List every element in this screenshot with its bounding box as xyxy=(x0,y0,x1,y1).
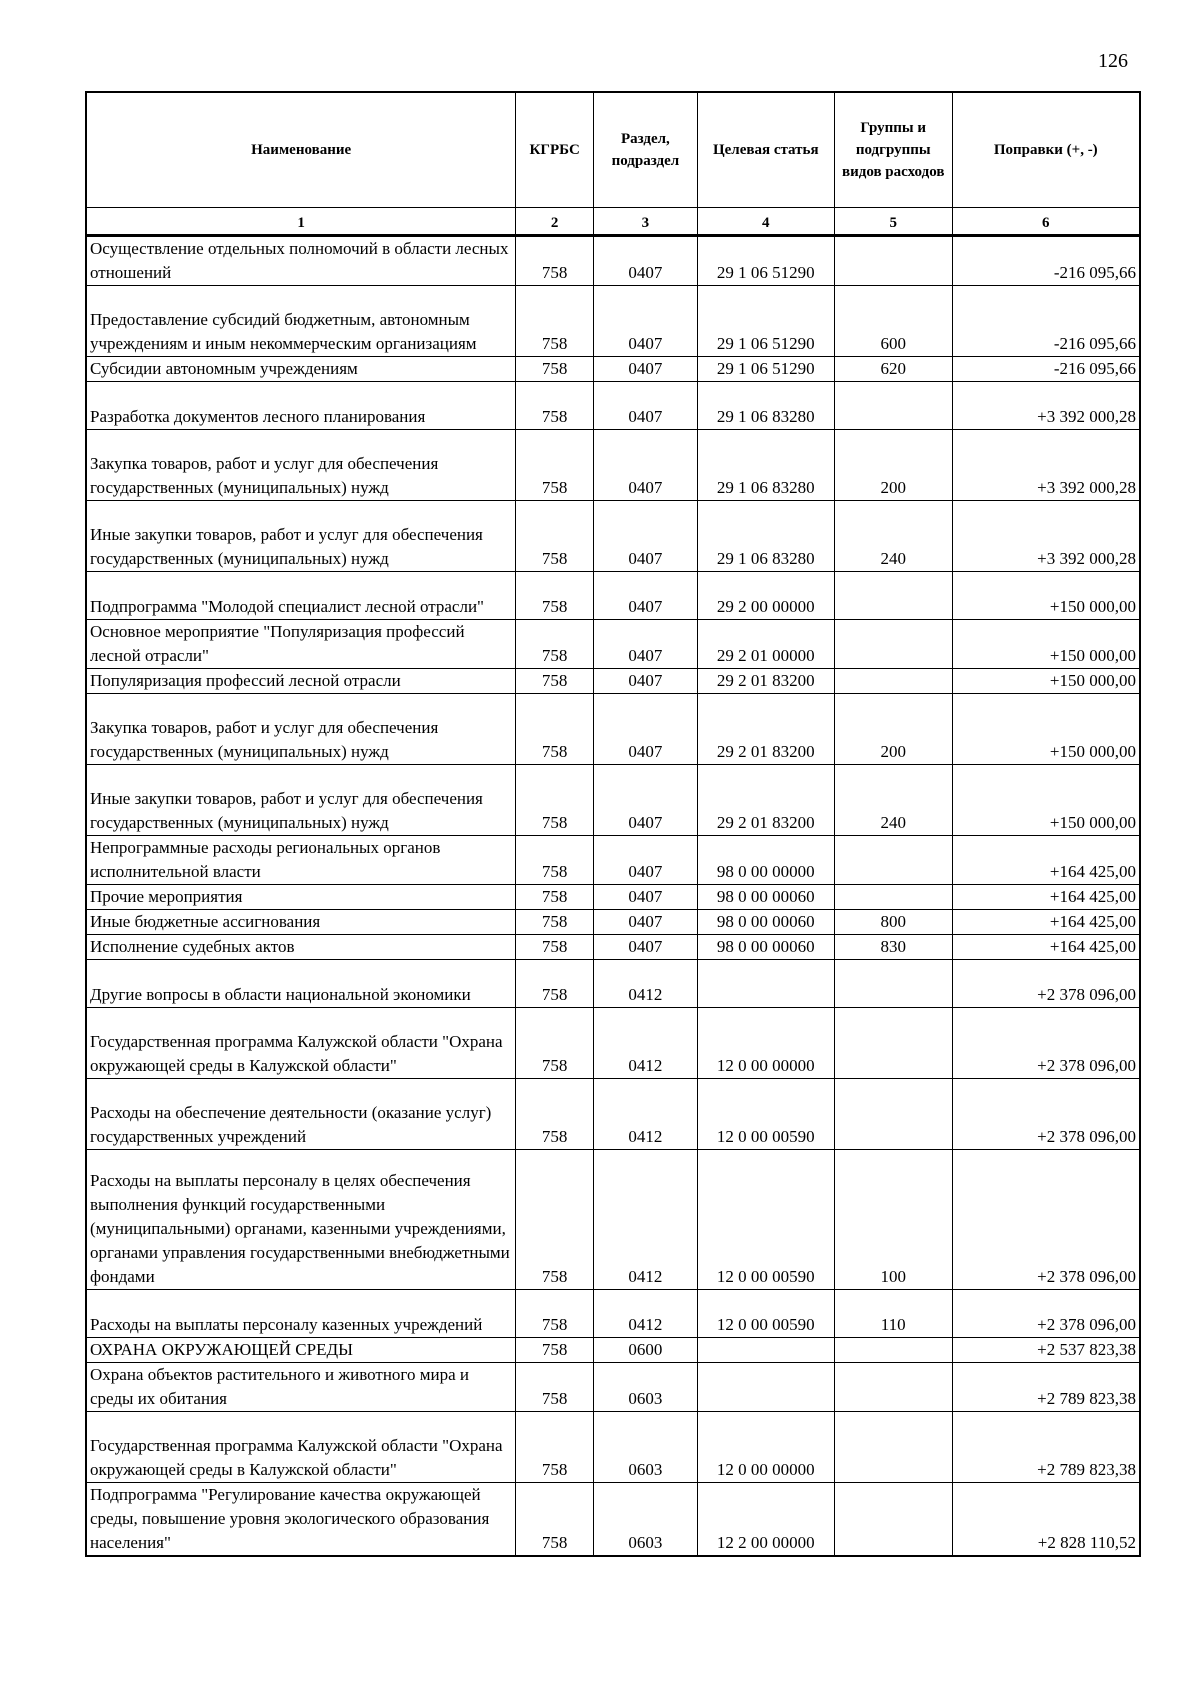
row-amount-cell: +2 828 110,52 xyxy=(952,1483,1140,1557)
table-row xyxy=(86,960,1140,1008)
row-kgrbs-cell: 758 xyxy=(516,836,594,885)
row-target-cell: 29 1 06 51290 xyxy=(697,286,834,357)
row-kgrbs-cell: 758 xyxy=(516,885,594,910)
row-amount-cell: +2 789 823,38 xyxy=(952,1412,1140,1483)
row-amount-cell: +150 000,00 xyxy=(952,620,1140,669)
row-section-cell: 0407 xyxy=(594,357,698,382)
row-target-cell: 12 0 00 00590 xyxy=(697,1290,834,1338)
table-row xyxy=(86,836,1140,885)
row-target-cell: 98 0 00 00060 xyxy=(697,910,834,935)
table-row xyxy=(86,501,1140,572)
row-section-cell: 0603 xyxy=(594,1363,698,1412)
row-amount-cell: +2 378 096,00 xyxy=(952,1150,1140,1290)
row-group-cell: 800 xyxy=(834,910,952,935)
row-amount-cell: +164 425,00 xyxy=(952,885,1140,910)
header-target: Целевая статья xyxy=(697,92,834,208)
table-row xyxy=(86,382,1140,430)
table-row xyxy=(86,1412,1140,1483)
row-group-cell xyxy=(834,382,952,430)
row-name-cell: Государственная программа Калужской области "Охрана окружающей среды в Калужской области" xyxy=(86,1412,516,1483)
table-row xyxy=(86,1008,1140,1079)
row-section-cell: 0412 xyxy=(594,1290,698,1338)
row-group-cell xyxy=(834,1338,952,1363)
row-target-cell: 29 1 06 51290 xyxy=(697,357,834,382)
row-group-cell xyxy=(834,572,952,620)
row-section-cell: 0407 xyxy=(594,382,698,430)
row-section-cell: 0600 xyxy=(594,1338,698,1363)
row-amount-cell: +2 378 096,00 xyxy=(952,960,1140,1008)
row-name-cell: Непрограммные расходы региональных органов исполнительной власти xyxy=(86,836,516,885)
row-group-cell: 100 xyxy=(834,1150,952,1290)
row-name-cell: ОХРАНА ОКРУЖАЮЩЕЙ СРЕДЫ xyxy=(86,1338,516,1363)
row-name-cell: Государственная программа Калужской области "Охрана окружающей среды в Калужской области" xyxy=(86,1008,516,1079)
row-kgrbs-cell: 758 xyxy=(516,572,594,620)
row-section-cell: 0407 xyxy=(594,669,698,694)
row-name-cell: Другие вопросы в области национальной экономики xyxy=(86,960,516,1008)
row-amount-cell: -216 095,66 xyxy=(952,236,1140,286)
row-target-cell: 12 0 00 00590 xyxy=(697,1150,834,1290)
column-number: 2 xyxy=(516,208,594,236)
row-kgrbs-cell: 758 xyxy=(516,357,594,382)
table-row xyxy=(86,430,1140,501)
header-name: Наименование xyxy=(86,92,516,208)
row-section-cell: 0412 xyxy=(594,1008,698,1079)
row-amount-cell: +164 425,00 xyxy=(952,836,1140,885)
row-section-cell: 0407 xyxy=(594,910,698,935)
row-kgrbs-cell: 758 xyxy=(516,1412,594,1483)
row-section-cell: 0412 xyxy=(594,1079,698,1150)
row-amount-cell: +2 378 096,00 xyxy=(952,1008,1140,1079)
row-name-cell: Предоставление субсидий бюджетным, автономным учреждениям и иным некоммерческим организациям xyxy=(86,286,516,357)
row-section-cell: 0407 xyxy=(594,430,698,501)
table-row xyxy=(86,1483,1140,1557)
row-group-cell: 110 xyxy=(834,1290,952,1338)
row-section-cell: 0407 xyxy=(594,501,698,572)
table-row xyxy=(86,286,1140,357)
row-group-cell: 240 xyxy=(834,501,952,572)
row-group-cell: 620 xyxy=(834,357,952,382)
table-row xyxy=(86,935,1140,960)
row-name-cell: Основное мероприятие "Популяризация профессий лесной отрасли" xyxy=(86,620,516,669)
row-target-cell xyxy=(697,960,834,1008)
row-group-cell xyxy=(834,620,952,669)
row-target-cell: 29 2 00 00000 xyxy=(697,572,834,620)
row-amount-cell: +164 425,00 xyxy=(952,935,1140,960)
row-section-cell: 0407 xyxy=(594,236,698,286)
table-row xyxy=(86,669,1140,694)
row-section-cell: 0407 xyxy=(594,836,698,885)
table-row xyxy=(86,1290,1140,1338)
row-name-cell: Осуществление отдельных полномочий в области лесных отношений xyxy=(86,236,516,286)
row-kgrbs-cell: 758 xyxy=(516,960,594,1008)
row-kgrbs-cell: 758 xyxy=(516,236,594,286)
row-name-cell: Иные бюджетные ассигнования xyxy=(86,910,516,935)
row-kgrbs-cell: 758 xyxy=(516,1483,594,1557)
row-kgrbs-cell: 758 xyxy=(516,765,594,836)
column-number: 5 xyxy=(834,208,952,236)
row-target-cell: 29 1 06 83280 xyxy=(697,382,834,430)
row-target-cell: 12 0 00 00000 xyxy=(697,1008,834,1079)
row-target-cell: 12 2 00 00000 xyxy=(697,1483,834,1557)
row-group-cell xyxy=(834,836,952,885)
row-section-cell: 0407 xyxy=(594,572,698,620)
header-kgrbs: КГРБС xyxy=(516,92,594,208)
header-section: Раздел, подраздел xyxy=(594,92,698,208)
row-target-cell: 29 2 01 83200 xyxy=(697,669,834,694)
row-target-cell xyxy=(697,1363,834,1412)
header-groups: Группы и подгруппы видов расходов xyxy=(834,92,952,208)
row-target-cell: 12 0 00 00590 xyxy=(697,1079,834,1150)
row-section-cell: 0603 xyxy=(594,1483,698,1557)
row-section-cell: 0412 xyxy=(594,1150,698,1290)
row-kgrbs-cell: 758 xyxy=(516,669,594,694)
row-amount-cell: +150 000,00 xyxy=(952,572,1140,620)
row-name-cell: Закупка товаров, работ и услуг для обеспечения государственных (муниципальных) нужд xyxy=(86,430,516,501)
row-amount-cell: +150 000,00 xyxy=(952,669,1140,694)
row-target-cell: 98 0 00 00060 xyxy=(697,935,834,960)
row-group-cell xyxy=(834,1483,952,1557)
table-row xyxy=(86,236,1140,286)
row-kgrbs-cell: 758 xyxy=(516,1150,594,1290)
row-kgrbs-cell: 758 xyxy=(516,1363,594,1412)
row-amount-cell: +2 789 823,38 xyxy=(952,1363,1140,1412)
row-section-cell: 0412 xyxy=(594,960,698,1008)
row-group-cell xyxy=(834,1363,952,1412)
row-section-cell: 0407 xyxy=(594,286,698,357)
row-amount-cell: +2 378 096,00 xyxy=(952,1290,1140,1338)
row-group-cell xyxy=(834,1079,952,1150)
row-name-cell: Расходы на обеспечение деятельности (оказание услуг) государственных учреждений xyxy=(86,1079,516,1150)
table-row xyxy=(86,1338,1140,1363)
column-number: 1 xyxy=(86,208,516,236)
row-kgrbs-cell: 758 xyxy=(516,1008,594,1079)
row-target-cell: 98 0 00 00000 xyxy=(697,836,834,885)
row-amount-cell: +3 392 000,28 xyxy=(952,430,1140,501)
budget-amendments-table xyxy=(85,91,1141,1557)
row-section-cell: 0407 xyxy=(594,620,698,669)
row-target-cell: 98 0 00 00060 xyxy=(697,885,834,910)
table-row xyxy=(86,572,1140,620)
row-kgrbs-cell: 758 xyxy=(516,694,594,765)
row-section-cell: 0407 xyxy=(594,885,698,910)
row-kgrbs-cell: 758 xyxy=(516,1079,594,1150)
row-name-cell: Закупка товаров, работ и услуг для обеспечения государственных (муниципальных) нужд xyxy=(86,694,516,765)
row-name-cell: Охрана объектов растительного и животного мира и среды их обитания xyxy=(86,1363,516,1412)
row-section-cell: 0407 xyxy=(594,765,698,836)
table-row xyxy=(86,910,1140,935)
row-name-cell: Подпрограмма "Молодой специалист лесной отрасли" xyxy=(86,572,516,620)
row-name-cell: Иные закупки товаров, работ и услуг для обеспечения государственных (муниципальных) нужд xyxy=(86,501,516,572)
row-group-cell xyxy=(834,669,952,694)
row-name-cell: Субсидии автономным учреждениям xyxy=(86,357,516,382)
table-row xyxy=(86,694,1140,765)
row-name-cell: Популяризация профессий лесной отрасли xyxy=(86,669,516,694)
row-group-cell: 600 xyxy=(834,286,952,357)
row-kgrbs-cell: 758 xyxy=(516,501,594,572)
row-kgrbs-cell: 758 xyxy=(516,286,594,357)
row-kgrbs-cell: 758 xyxy=(516,1338,594,1363)
row-kgrbs-cell: 758 xyxy=(516,935,594,960)
row-name-cell: Расходы на выплаты персоналу в целях обеспечения выполнения функций государственными (муниципальными) органами, казенными учреждениями, органами управления государственными внебюджетными фондами xyxy=(86,1150,516,1290)
row-name-cell: Разработка документов лесного планирования xyxy=(86,382,516,430)
table-row xyxy=(86,1150,1140,1290)
row-amount-cell: +150 000,00 xyxy=(952,694,1140,765)
table-row xyxy=(86,885,1140,910)
column-number: 4 xyxy=(697,208,834,236)
row-target-cell: 29 2 01 83200 xyxy=(697,694,834,765)
row-group-cell xyxy=(834,960,952,1008)
row-group-cell xyxy=(834,1412,952,1483)
row-kgrbs-cell: 758 xyxy=(516,910,594,935)
row-target-cell: 29 1 06 83280 xyxy=(697,501,834,572)
table-row xyxy=(86,357,1140,382)
row-amount-cell: +164 425,00 xyxy=(952,910,1140,935)
column-number: 3 xyxy=(594,208,698,236)
row-group-cell xyxy=(834,236,952,286)
row-amount-cell: -216 095,66 xyxy=(952,286,1140,357)
table-row xyxy=(86,1079,1140,1150)
column-number-row xyxy=(86,208,1140,236)
row-amount-cell: +3 392 000,28 xyxy=(952,501,1140,572)
page-number: 126 xyxy=(1098,50,1128,72)
row-name-cell: Расходы на выплаты персоналу казенных учреждений xyxy=(86,1290,516,1338)
table-row xyxy=(86,620,1140,669)
row-name-cell: Прочие мероприятия xyxy=(86,885,516,910)
row-amount-cell: +3 392 000,28 xyxy=(952,382,1140,430)
table-header-row xyxy=(86,92,1140,208)
row-group-cell: 200 xyxy=(834,430,952,501)
row-amount-cell: -216 095,66 xyxy=(952,357,1140,382)
row-target-cell: 12 0 00 00000 xyxy=(697,1412,834,1483)
row-amount-cell: +2 537 823,38 xyxy=(952,1338,1140,1363)
table-body xyxy=(86,236,1140,1557)
row-kgrbs-cell: 758 xyxy=(516,430,594,501)
row-target-cell xyxy=(697,1338,834,1363)
row-kgrbs-cell: 758 xyxy=(516,620,594,669)
row-section-cell: 0603 xyxy=(594,1412,698,1483)
row-group-cell: 830 xyxy=(834,935,952,960)
row-section-cell: 0407 xyxy=(594,935,698,960)
row-section-cell: 0407 xyxy=(594,694,698,765)
column-number: 6 xyxy=(952,208,1140,236)
row-target-cell: 29 1 06 51290 xyxy=(697,236,834,286)
table-row xyxy=(86,765,1140,836)
row-target-cell: 29 2 01 00000 xyxy=(697,620,834,669)
row-kgrbs-cell: 758 xyxy=(516,382,594,430)
row-group-cell: 240 xyxy=(834,765,952,836)
row-target-cell: 29 2 01 83200 xyxy=(697,765,834,836)
row-amount-cell: +2 378 096,00 xyxy=(952,1079,1140,1150)
row-kgrbs-cell: 758 xyxy=(516,1290,594,1338)
row-amount-cell: +150 000,00 xyxy=(952,765,1140,836)
table-row xyxy=(86,1363,1140,1412)
row-group-cell xyxy=(834,885,952,910)
row-name-cell: Подпрограмма "Регулирование качества окружающей среды, повышение уровня экологического образования населения" xyxy=(86,1483,516,1557)
header-amendments: Поправки (+, -) xyxy=(952,92,1140,208)
row-group-cell: 200 xyxy=(834,694,952,765)
row-target-cell: 29 1 06 83280 xyxy=(697,430,834,501)
row-group-cell xyxy=(834,1008,952,1079)
row-name-cell: Иные закупки товаров, работ и услуг для обеспечения государственных (муниципальных) нужд xyxy=(86,765,516,836)
row-name-cell: Исполнение судебных актов xyxy=(86,935,516,960)
